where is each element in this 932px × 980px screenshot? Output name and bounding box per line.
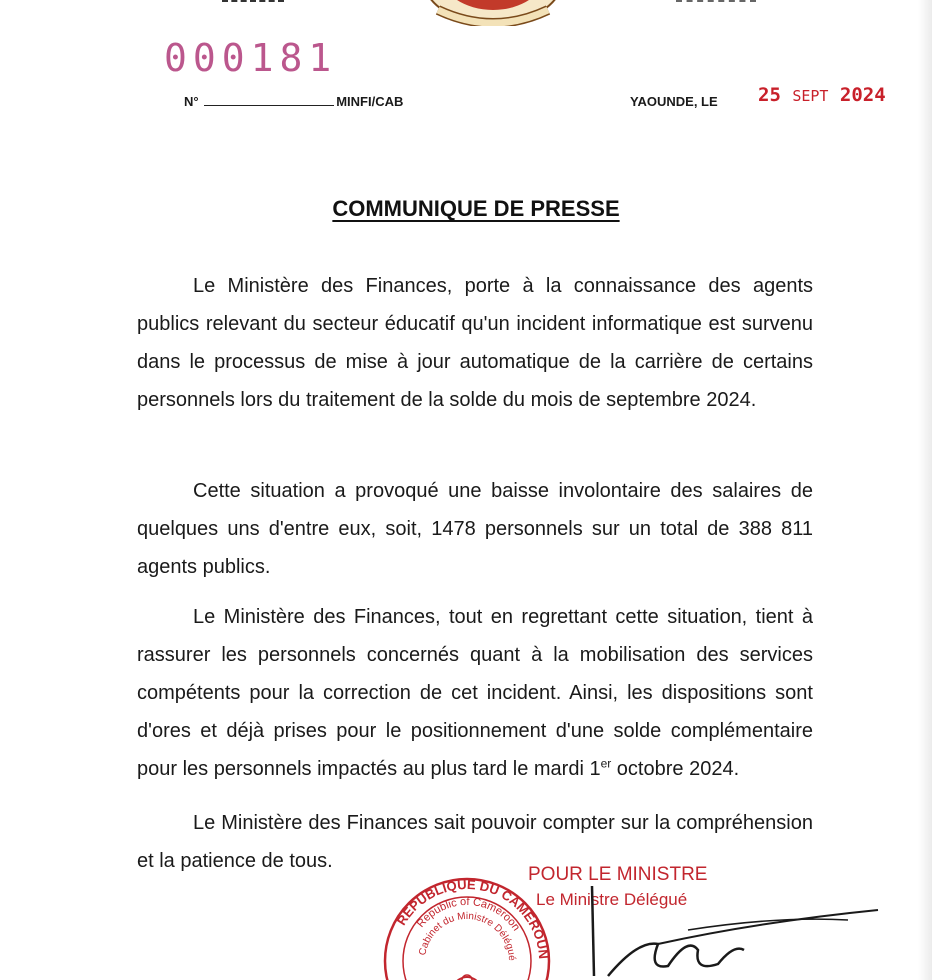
paragraph-2 [137, 472, 813, 586]
paragraph-4 [137, 804, 813, 880]
paragraph-4-text: Le Ministère des Finances sait pouvoir compter sur la compréhension et la patience de tous. [137, 812, 813, 872]
seal-middle-text: Republic of Cameroon [414, 895, 523, 934]
paragraph-3 [137, 598, 813, 788]
seal-outer-text: REPUBLIQUE DU CAMEROUN [393, 876, 552, 960]
handwritten-signature [548, 880, 888, 980]
signature-title: POUR LE MINISTRE [528, 864, 708, 885]
date-stamp-month: SEPT [792, 87, 829, 105]
reference-line [184, 94, 403, 109]
paragraph-3-text [137, 598, 813, 788]
paragraph-3-tail: octobre 2024. [611, 758, 740, 780]
header-dash-left [222, 0, 284, 4]
paragraph-3-main: Le Ministère des Finances, tout en regrettant cette situation, tient à rassurer les personnels concernés quant à la mobilisation des services compétents pour la correction de cet incident. Ainsi, les dispositions sont d'ores et déjà prises pour le positionnement d'une solde complémentaire pour les personnels impactés au plus tard le mardi 1 [137, 606, 813, 780]
official-seal [382, 876, 552, 980]
reference-number-stamp: 000181 [164, 36, 338, 80]
date-stamp-year: 2024 [839, 84, 886, 106]
date-stamp [758, 84, 886, 106]
reference-prefix: N° [184, 94, 199, 109]
signature-subtitle: Le Ministre Délégué [536, 890, 688, 909]
reference-blank [204, 105, 334, 106]
reference-suffix: MINFI/CAB [336, 94, 404, 109]
paragraph-1-text: Le Ministère des Finances, porte à la connaissance des agents publics relevant du secteur éducatif qu'un incident informatique est survenu dans le processus de mise à jour automatique de la carrière de certains personnels lors du traitement de la solde du mois de septembre 2024. [137, 275, 813, 411]
coat-of-arms-emblem [418, 0, 568, 26]
date-stamp-day: 25 [758, 84, 781, 106]
page-edge-shadow [918, 0, 932, 980]
seal-inner-text: Cabinet du Ministre Délégué [417, 910, 518, 962]
paragraph-2-text: Cette situation a provoqué une baisse involontaire des salaires de quelques uns d'entre eux, soit, 1478 personnels sur un total de 388 811 agents publics. [137, 480, 813, 578]
paragraph-1 [137, 267, 813, 419]
place-label: YAOUNDE, LE [630, 94, 718, 109]
header-dash-right [676, 0, 756, 4]
document-title: COMMUNIQUE DE PRESSE [332, 196, 620, 221]
paragraph-3-superscript: er [600, 756, 612, 771]
